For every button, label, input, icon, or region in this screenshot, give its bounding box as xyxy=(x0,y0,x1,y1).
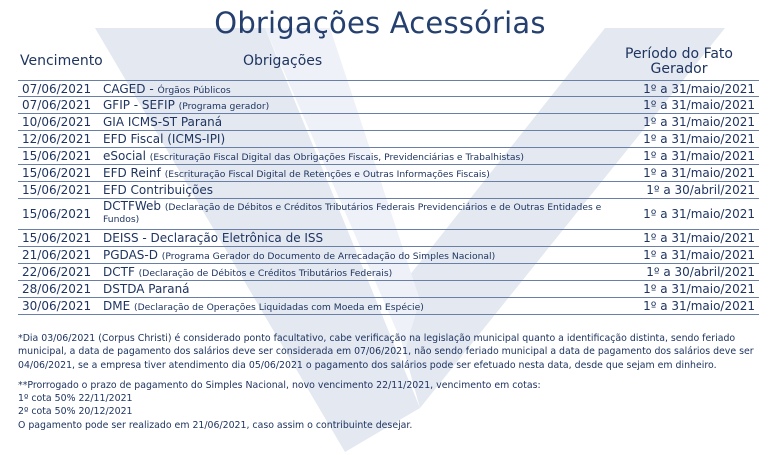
obligation-name xyxy=(103,247,495,265)
period: 1º a 31/maio/2021 xyxy=(643,149,755,163)
table-row xyxy=(18,281,759,298)
period: 1º a 31/maio/2021 xyxy=(643,282,755,296)
table-row xyxy=(18,199,759,230)
period: 1º a 30/abril/2021 xyxy=(646,265,755,279)
obligation-description: Órgãos Públicos xyxy=(157,85,231,96)
obligation-name xyxy=(103,230,323,246)
obligation-description: (Programa gerador) xyxy=(178,101,270,112)
note-corpus-christi: *Dia 03/06/2021 (Corpus Christi) é considerado ponto facultativo, cabe verificação na legislação municipal quanto a identificação distinta, sendo feriado municipal, a data de pagamento dos salários deve ser considerada em 07/06/2021, não sendo feriado municipal a data de pagamento dos salários deve ser 04/06/2021, se a empresa tiver atendimento dia 05/06/2021 o pagamento dos salários pode ser efetuado nesta data, desde que sejam em dinheiro. xyxy=(18,333,754,371)
due-date: 07/06/2021 xyxy=(22,82,92,96)
obligation-title: DME xyxy=(103,299,134,313)
due-date: 15/06/2021 xyxy=(22,166,92,180)
obligation-name xyxy=(103,165,490,183)
period: 1º a 31/maio/2021 xyxy=(643,299,755,313)
obligation-description: (Declaração de Operações Liquidadas com Moeda em Espécie) xyxy=(134,302,424,313)
obligation-title: EFD Fiscal (ICMS-IPI) xyxy=(103,132,226,146)
note-quota-1: 1º cota 50% 22/11/2021 xyxy=(18,393,133,405)
table-row xyxy=(18,97,759,114)
obligation-name xyxy=(103,201,603,225)
due-date: 28/06/2021 xyxy=(22,282,92,296)
table-row xyxy=(18,165,759,182)
obligation-title: eSocial xyxy=(103,149,150,163)
obligation-title: EFD Contribuições xyxy=(103,183,213,197)
due-date: 15/06/2021 xyxy=(22,183,92,197)
obligation-title: DEISS - Declaração Eletrônica de ISS xyxy=(103,231,324,245)
obligation-name xyxy=(103,298,424,316)
obligation-description: (Declaração de Débitos e Créditos Tributários Federais Previdenciários e de Outras Entidades e Fundos) xyxy=(103,202,602,225)
table-row xyxy=(18,230,759,247)
table-row xyxy=(18,148,759,165)
period: 1º a 31/maio/2021 xyxy=(643,82,755,96)
table-row xyxy=(18,80,759,97)
obligation-name xyxy=(103,131,225,147)
obligation-name xyxy=(103,264,392,282)
due-date: 15/06/2021 xyxy=(22,207,92,221)
due-date: 15/06/2021 xyxy=(22,231,92,245)
note-simples-nacional: **Prorrogado o prazo de pagamento do Simples Nacional, novo vencimento 22/11/2021, vencimento em cotas: xyxy=(18,379,541,391)
footnotes xyxy=(18,332,758,432)
period: 1º a 31/maio/2021 xyxy=(643,98,755,112)
obligation-title: EFD Reinf xyxy=(103,166,165,180)
period: 1º a 31/maio/2021 xyxy=(643,132,755,146)
obligation-title: DSTDA Paraná xyxy=(103,282,190,296)
obligation-description: (Escrituração Fiscal Digital de Retenções e Outras Informações Fiscais) xyxy=(164,169,490,180)
obligation-title: GIA ICMS-ST Paraná xyxy=(103,115,223,129)
obligation-title: DCTFWeb xyxy=(103,199,165,213)
period: 1º a 31/maio/2021 xyxy=(643,248,755,262)
period: 1º a 31/maio/2021 xyxy=(643,207,755,221)
obligation-title: DCTF xyxy=(103,265,139,279)
header-vencimento: Vencimento xyxy=(20,53,103,69)
obligation-title: CAGED - xyxy=(103,82,158,96)
table-row xyxy=(18,298,759,315)
obligation-name xyxy=(103,182,213,198)
obligation-description: (Escrituração Fiscal Digital das Obrigações Fiscais, Previdenciárias e Trabalhistas) xyxy=(149,152,524,163)
obligation-title: GFIP - SEFIP xyxy=(103,98,179,112)
period: 1º a 31/maio/2021 xyxy=(643,166,755,180)
due-date: 30/06/2021 xyxy=(22,299,92,313)
obligation-description: (Programa Gerador do Documento de Arrecadação do Simples Nacional) xyxy=(161,251,496,262)
period: 1º a 31/maio/2021 xyxy=(643,115,755,129)
due-date: 22/06/2021 xyxy=(22,265,92,279)
obligation-title: PGDAS-D xyxy=(103,248,162,262)
table-row xyxy=(18,247,759,264)
header-periodo: Período do Fato Gerador xyxy=(625,46,733,77)
obligations-table xyxy=(18,80,759,315)
page-title: Obrigações Acessórias xyxy=(214,6,546,40)
period: 1º a 31/maio/2021 xyxy=(643,231,755,245)
table-row xyxy=(18,182,759,199)
table-row xyxy=(18,264,759,281)
note-payment: O pagamento pode ser realizado em 21/06/2021, caso assim o contribuinte desejar. xyxy=(18,419,413,431)
due-date: 10/06/2021 xyxy=(22,115,92,129)
due-date: 15/06/2021 xyxy=(22,149,92,163)
obligation-name xyxy=(103,148,524,166)
table-row xyxy=(18,131,759,148)
obligation-description: (Declaração de Débitos e Créditos Tributários Federais) xyxy=(138,268,393,279)
obligation-name xyxy=(103,281,190,297)
note-quota-2: 2º cota 50% 20/12/2021 xyxy=(18,406,133,418)
obligation-name xyxy=(103,114,222,130)
due-date: 12/06/2021 xyxy=(22,132,92,146)
due-date: 21/06/2021 xyxy=(22,248,92,262)
due-date: 07/06/2021 xyxy=(22,98,92,112)
period: 1º a 30/abril/2021 xyxy=(646,183,755,197)
table-row xyxy=(18,114,759,131)
obligation-name xyxy=(103,97,269,115)
header-obrigacoes: Obrigações xyxy=(243,53,323,69)
